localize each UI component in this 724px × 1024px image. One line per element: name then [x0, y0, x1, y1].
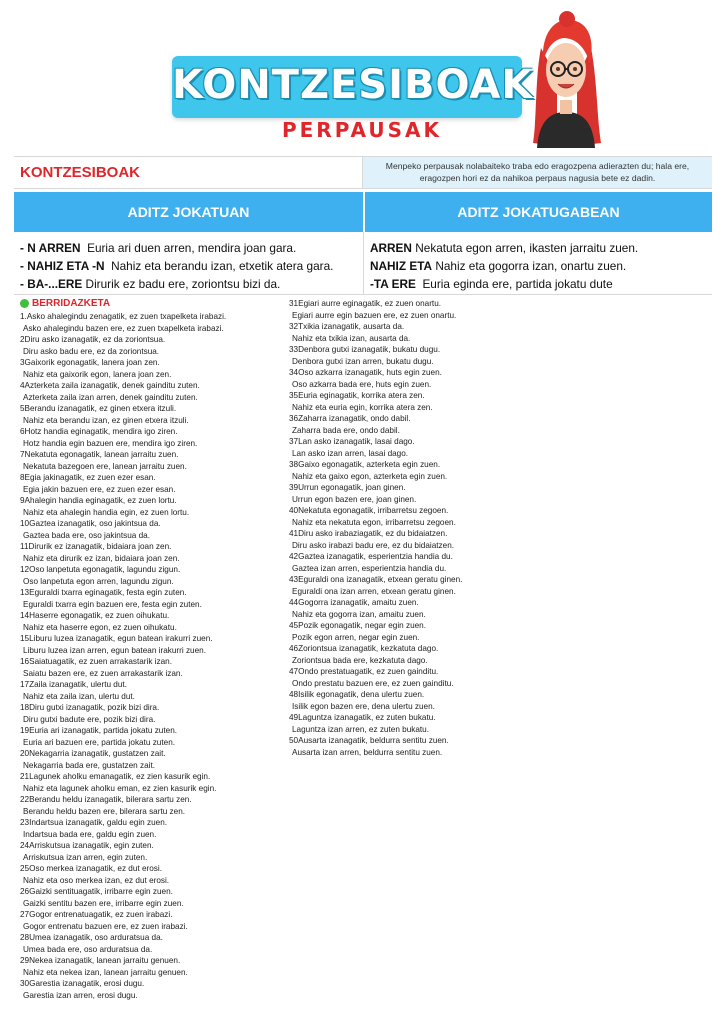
exercise-answer: Nahiz eta haserre egon, ez zuen oihukatu. [23, 622, 177, 632]
exercise-answer: Zaharra bada ere, ondo dabil. [292, 425, 400, 435]
exercise-answer: Nahiz eta zaila izan, ulertu dut. [23, 691, 135, 701]
exercise-sentence: 6Hotz handia eginagatik, mendira igo ziren. [20, 427, 178, 436]
exercise-sentence: 10Gaztea izanagatik, oso jakintsua da. [20, 519, 161, 528]
table-description: Menpeko perpausak nolabaiteko traba edo eragozpena adierazten du; hala ere, eragozpen hori ez da nahikoa perpaus nagusia bete ez dadin. [363, 157, 712, 188]
exercise-answer: Nahiz eta gaixorik egon, lanera joan zen. [23, 369, 172, 379]
exercise-answer: Nahiz eta berandu izan, ez ginen etxera itzuli. [23, 415, 189, 425]
exercise-sentence: 3Gaixorik egonagatik, lanera joan zen. [20, 358, 160, 367]
exercise-answer: Denbora gutxi izan arren, bukatu dugu. [292, 356, 434, 366]
exercise-answer: Berandu heldu bazen ere, bilerara sartu zen. [23, 806, 186, 816]
exercise-answer: Diru asko badu ere, ez da zoriontsua. [23, 346, 160, 356]
exercise-sentence: 30Garestia izanagatik, erosi dugu. [20, 979, 145, 988]
exercise-sentence: 43Eguraldi ona izanagatik, etxean geratu ginen. [289, 575, 463, 584]
exercise-sentence: 14Haserre egonagatik, ez zuen oihukatu. [20, 611, 170, 620]
exercise-list-left [20, 311, 226, 1001]
example-line: -TA ERE Euria eginda ere, partida jokatu dute [370, 277, 613, 291]
exercise-sentence: 38Gaixo egonagatik, azterketa egin zuen. [289, 460, 441, 469]
exercise-answer: Nahiz eta nekea izan, lanean jarraitu genuen. [23, 967, 188, 977]
teacher-avatar-icon [527, 8, 605, 148]
exercise-sentence: 48Isilik egonagatik, dena ulertu zuen. [289, 690, 425, 699]
exercise-sentence: 29Nekea izanagatik, lanean jarraitu genuen. [20, 956, 181, 965]
exercise-answer: Asko ahalegindu bazen ere, ez zuen txapelketa irabazi. [23, 323, 224, 333]
exercise-answer: Laguntza izan arren, ez zuten bukatu. [292, 724, 430, 734]
exercise-answer: Nekagarria bada ere, gustatzen zait. [23, 760, 155, 770]
exercise-answer: Eguraldi txarra egin bazuen ere, festa egin zuten. [23, 599, 202, 609]
exercise-answer: Euria ari bazuen ere, partida jokatu zuten. [23, 737, 176, 747]
exercise-sentence: 47Ondo prestatuagatik, ez zuen gainditu. [289, 667, 439, 676]
exercise-answer: Oso azkarra bada ere, huts egin zuen. [292, 379, 432, 389]
exercise-answer: Ausarta izan arren, beldurra sentitu zuen. [292, 747, 443, 757]
exercise-sentence: 4Azterketa zaila izanagatik, denek gainditu zuten. [20, 381, 200, 390]
exercise-answer: Egia jakin bazuen ere, ez zuen ezer esan. [23, 484, 176, 494]
exercise-sentence: 50Ausarta izanagatik, beldurra sentitu zuen. [289, 736, 449, 745]
exercise-title: BERRIDAZKETA [20, 298, 110, 309]
exercise-answer: Saiatu bazen ere, ez zuen arrakastarik izan. [23, 668, 183, 678]
exercise-answer: Ondo prestatu bazuen ere, ez zuen gainditu. [292, 678, 454, 688]
concept-table [14, 156, 712, 295]
exercise-sentence: 19Euria ari izanagatik, partida jokatu zuten. [20, 726, 178, 735]
exercise-sentence: 12Oso lanpetuta egonagatik, lagundu zigun. [20, 565, 181, 574]
exercise-answer: Oso lanpetuta egon arren, lagundu zigun. [23, 576, 174, 586]
exercise-sentence: 27Gogor entrenatuagatik, ez zuen irabazi. [20, 910, 173, 919]
exercise-sentence: 9Ahalegin handia eginagatik, ez zuen lortu. [20, 496, 177, 505]
exercise-answer: Nahiz eta oso merkea izan, ez dut erosi. [23, 875, 170, 885]
exercise-sentence: 18Diru gutxi izanagatik, pozik bizi dira. [20, 703, 160, 712]
page-subtitle: PERPAUSAK [281, 118, 443, 142]
exercise-answer: Garestia izan arren, erosi dugu. [23, 990, 138, 1000]
exercise-sentence: 28Umea izanagatik, oso arduratsua da. [20, 933, 163, 942]
exercise-sentence: 13Eguraldi txarra eginagatik, festa egin zuten. [20, 588, 187, 597]
exercise-answer: Nahiz eta nekatuta egon, irribarretsu zegoen. [292, 517, 456, 527]
example-line: ARREN Nekatuta egon arren, ikasten jarraitu zuen. [370, 241, 639, 255]
exercise-sentence: 49Laguntza izanagatik, ez zuten bukatu. [289, 713, 436, 722]
exercise-answer: Nahiz eta gaixo egon, azterketa egin zuen. [292, 471, 448, 481]
exercise-sentence: 44Gogorra izanagatik, amaitu zuen. [289, 598, 419, 607]
example-line: - BA-...ERE Dirurik ez badu ere, zoriontsu bizi da. [20, 277, 281, 291]
example-line: - N ARREN Euria ari duen arren, mendira joan gara. [20, 241, 297, 255]
exercise-answer: Azterketa zaila izan arren, denek gainditu zuten. [23, 392, 198, 402]
exercise-sentence: 32Txikia izanagatik, ausarta da. [289, 322, 405, 331]
exercise-sentence: 22Berandu heldu izanagatik, bilerara sartu zen. [20, 795, 192, 804]
exercise-sentence: 42Gaztea izanagatik, esperientzia handia du. [289, 552, 453, 561]
exercise-answer: Diru gutxi badute ere, pozik bizi dira. [23, 714, 156, 724]
exercise-sentence: 11Dirurik ez izanagatik, bidaiara joan zen. [20, 542, 172, 551]
green-dot-icon [20, 299, 29, 308]
exercise-answer: Gaztea bada ere, oso jakintsua da. [23, 530, 150, 540]
exercise-sentence: 39Urrun egonagatik, joan ginen. [289, 483, 406, 492]
exercise-sentence: 2Diru asko izanagatik, ez da zoriontsua. [20, 335, 166, 344]
exercise-sentence: 7Nekatuta egonagatik, lanean jarraitu zuen. [20, 450, 179, 459]
exercise-answer: Nahiz eta txikia izan, ausarta da. [292, 333, 411, 343]
exercise-answer: Nahiz eta ahalegin handia egin, ez zuen lortu. [23, 507, 190, 517]
exercise-sentence: 35Euria eginagatik, korrika atera zen. [289, 391, 425, 400]
exercise-sentence: 41Diru asko irabaziagatik, ez du bidaiatzen. [289, 529, 448, 538]
exercise-answer: Indartsua bada ere, galdu egin zuen. [23, 829, 157, 839]
table-label: KONTZESIBOAK [14, 157, 363, 188]
column-header-aditz-jokatugabean: ADITZ JOKATUGABEAN [363, 192, 712, 232]
exercise-answer: Diru asko irabazi badu ere, ez du bidaiatzen. [292, 540, 455, 550]
exercise-answer: Gaztea izan arren, esperientzia handia du. [292, 563, 447, 573]
exercise-sentence: 36Zaharra izanagatik, ondo dabil. [289, 414, 411, 423]
exercise-answer: Urrun egon bazen ere, joan ginen. [292, 494, 417, 504]
exercise-sentence: 33Denbora gutxi izanagatik, bukatu dugu. [289, 345, 441, 354]
exercise-answer: Nahiz eta dirurik ez izan, bidaiara joan zen. [23, 553, 180, 563]
right-examples [363, 232, 712, 294]
exercise-answer: Zoriontsua bada ere, kezkatuta dago. [292, 655, 428, 665]
exercise-sentence: 45Pozik egonagatik, negar egin zuen. [289, 621, 427, 630]
exercise-sentence: 46Zoriontsua izanagatik, kezkatuta dago. [289, 644, 439, 653]
exercise-answer: Nahiz eta euria egin, korrika atera zen. [292, 402, 433, 412]
page-title: KONTZESIBOAK [172, 62, 534, 108]
exercise-sentence: 16Saiatuagatik, ez zuen arrakastarik izan. [20, 657, 173, 666]
column-header-aditz-jokatuan: ADITZ JOKATUAN [14, 192, 363, 232]
exercise-list-right [289, 298, 462, 758]
exercise-answer: Gogor entrenatu bazuen ere, ez zuen irabazi. [23, 921, 188, 931]
exercise-answer: Arriskutsua izan arren, egin zuten. [23, 852, 148, 862]
exercise-sentence: 23Indartsua izanagatik, galdu egin zuen. [20, 818, 168, 827]
exercise-sentence: 8Egia jakinagatik, ez zuen ezer esan. [20, 473, 156, 482]
exercise-answer: Hotz handia egin bazuen ere, mendira igo ziren. [23, 438, 198, 448]
exercise-sentence: 17Zaila izanagatik, ulertu dut. [20, 680, 127, 689]
exercise-answer: Gaizki sentitu bazen ere, irribarre egin zuen. [23, 898, 184, 908]
exercise-answer: Pozik egon arren, negar egin zuen. [292, 632, 420, 642]
exercise-sentence: 34Oso azkarra izanagatik, huts egin zuen. [289, 368, 442, 377]
left-examples [14, 232, 363, 294]
exercise-sentence: 40Nekatuta egonagatik, irribarretsu zegoen. [289, 506, 449, 515]
example-line: - NAHIZ ETA -N Nahiz eta berandu izan, etxetik atera gara. [20, 259, 334, 273]
exercise-answer: Egiari aurre egin bazuen ere, ez zuen onartu. [292, 310, 457, 320]
exercise-sentence: 15Liburu luzea izanagatik, egun batean irakurri zuen. [20, 634, 213, 643]
exercise-answer: Umea bada ere, oso arduratsua da. [23, 944, 153, 954]
exercise-sentence: 26Gaizki sentituagatik, irribarre egin zuen. [20, 887, 173, 896]
example-line: NAHIZ ETA Nahiz eta gogorra izan, onartu zuen. [370, 259, 627, 273]
exercise-answer: Nahiz eta gogorra izan, amaitu zuen. [292, 609, 426, 619]
exercise-answer: Lan asko izan arren, lasai dago. [292, 448, 409, 458]
exercise-sentence: 31Egiari aurre eginagatik, ez zuen onartu. [289, 299, 442, 308]
exercise-sentence: 20Nekagarria izanagatik, gustatzen zait. [20, 749, 166, 758]
exercise-sentence: 37Lan asko izanagatik, lasai dago. [289, 437, 415, 446]
exercise-sentence: 1.Asko ahalegindu zenagatik, ez zuen txapelketa irabazi. [20, 312, 227, 321]
exercise-sentence: 25Oso merkea izanagatik, ez dut erosi. [20, 864, 162, 873]
exercise-sentence: 24Arriskutsua izanagatik, egin zuten. [20, 841, 154, 850]
exercise-sentence: 5Berandu izanagatik, ez ginen etxera itzuli. [20, 404, 177, 413]
exercise-sentence: 21Lagunek aholku emanagatik, ez zien kasurik egin. [20, 772, 211, 781]
exercise-answer: Isilik egon bazen ere, dena ulertu zuen. [292, 701, 435, 711]
exercise-answer: Nahiz eta lagunek aholku eman, ez zien kasurik egin. [23, 783, 217, 793]
exercise-answer: Liburu luzea izan arren, egun batean irakurri zuen. [23, 645, 206, 655]
exercise-answer: Eguraldi ona izan arren, etxean geratu ginen. [292, 586, 456, 596]
exercise-answer: Nekatuta bazegoen ere, lanean jarraitu zuen. [23, 461, 187, 471]
